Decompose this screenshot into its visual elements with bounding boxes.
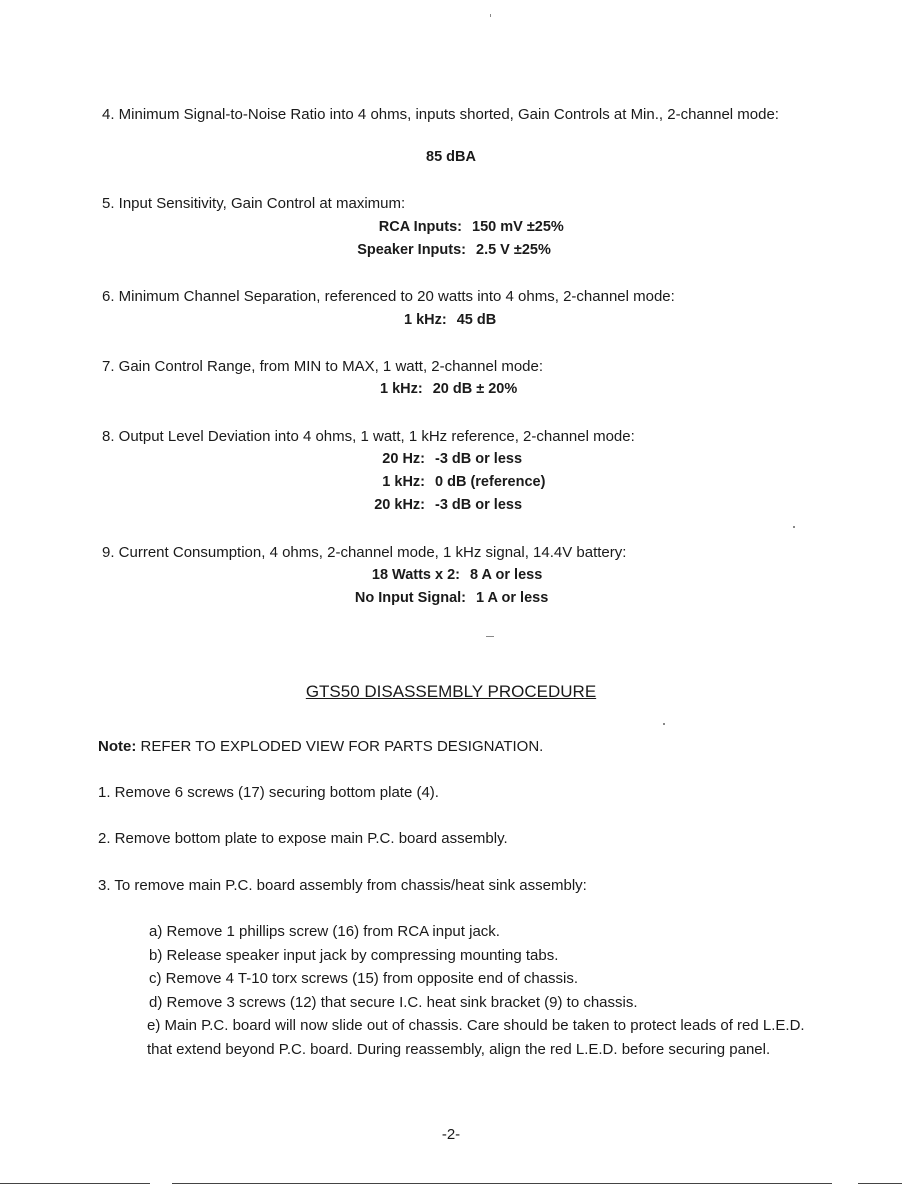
spec-value: -3 dB or less [435, 497, 523, 513]
spec-8-row-2 [360, 474, 545, 490]
procedure-title: GTS50 DISASSEMBLY PROCEDURE [305, 682, 597, 701]
spec-label: No Input Signal: [354, 590, 466, 606]
spec-9-row-2 [348, 590, 548, 606]
spec-7-heading: 7. Gain Control Range, from MIN to MAX, 1 watt, 2-channel mode: [102, 358, 544, 375]
spec-value: 150 mV ±25% [472, 219, 564, 235]
scan-speck [490, 14, 491, 17]
procedure-step-1: 1. Remove 6 screws (17) securing bottom plate (4). [98, 784, 439, 801]
bottom-rule-middle [172, 1183, 832, 1184]
spec-6-row-1 [404, 312, 496, 328]
page-number: -2- [441, 1126, 461, 1143]
spec-5-heading: 5. Input Sensitivity, Gain Control at maximum: [102, 195, 406, 212]
spec-6-heading: 6. Minimum Channel Separation, referenced to 20 watts into 4 ohms, 2-channel mode: [102, 288, 675, 305]
procedure-step-2: 2. Remove bottom plate to expose main P.C. board assembly. [98, 830, 508, 847]
scan-speck [663, 723, 665, 725]
procedure-step-3: 3. To remove main P.C. board assembly from chassis/heat sink assembly: [98, 877, 587, 894]
spec-value: 1 A or less [476, 590, 549, 606]
spec-7-row-1 [380, 381, 517, 397]
spec-value: 2.5 V ±25% [476, 242, 551, 258]
spec-4-heading: 4. Minimum Signal-to-Noise Ratio into 4 ohms, inputs shorted, Gain Controls at Min., 2-channel mode: [102, 106, 779, 123]
bottom-rule-left [0, 1183, 150, 1184]
scan-speck [486, 636, 494, 637]
spec-label: 1 kHz: [382, 474, 425, 490]
procedure-note [98, 738, 543, 756]
spec-label: Speaker Inputs: [357, 242, 466, 258]
spec-4-value [0, 149, 902, 165]
spec-label: 1 kHz: [380, 381, 423, 397]
spec-9-row-1 [348, 567, 542, 583]
spec-8-heading: 8. Output Level Deviation into 4 ohms, 1 watt, 1 kHz reference, 2-channel mode: [102, 428, 635, 445]
substep-d: d) Remove 3 screws (12) that secure I.C. heat sink bracket (9) to chassis. [149, 993, 638, 1011]
spec-label: RCA Inputs: [378, 219, 462, 235]
spec-label: 18 Watts x 2: [371, 567, 460, 583]
spec-value: 0 dB (reference) [435, 474, 546, 490]
note-label: Note: [98, 738, 137, 755]
spec-label: 20 Hz: [382, 451, 425, 467]
substep-a: a) Remove 1 phillips screw (16) from RCA input jack. [149, 923, 500, 940]
spec-8-row-3 [364, 497, 522, 513]
spec-value: 85 dBA [426, 149, 476, 165]
substep-b: b) Release speaker input jack by compressing mounting tabs. [149, 946, 559, 964]
spec-label: 20 kHz: [374, 497, 425, 513]
spec-9-heading: 9. Current Consumption, 4 ohms, 2-channel mode, 1 kHz signal, 14.4V battery: [102, 544, 627, 561]
spec-8-row-1 [372, 451, 522, 467]
spec-value: -3 dB or less [435, 451, 523, 467]
spec-value: 45 dB [456, 312, 497, 328]
bottom-rule-right [858, 1183, 902, 1184]
spec-value: 8 A or less [470, 567, 543, 583]
scan-speck [793, 526, 795, 528]
spec-label: 1 kHz: [404, 312, 447, 328]
spec-5-row-2 [342, 242, 551, 258]
procedure-substeps [149, 920, 829, 1061]
substep-e: e) Main P.C. board will now slide out of chassis. Care should be taken to protect leads of red L.E.D. that extend beyond P.C. board. During reassembly, align the red L.E.D. before securing panel. [147, 1017, 805, 1058]
spec-5-row-1 [342, 219, 564, 235]
note-text: REFER TO EXPLODED VIEW FOR PARTS DESIGNATION. [136, 738, 544, 755]
spec-value: 20 dB ± 20% [432, 381, 518, 397]
substep-c: c) Remove 4 T-10 torx screws (15) from opposite end of chassis. [149, 970, 579, 987]
